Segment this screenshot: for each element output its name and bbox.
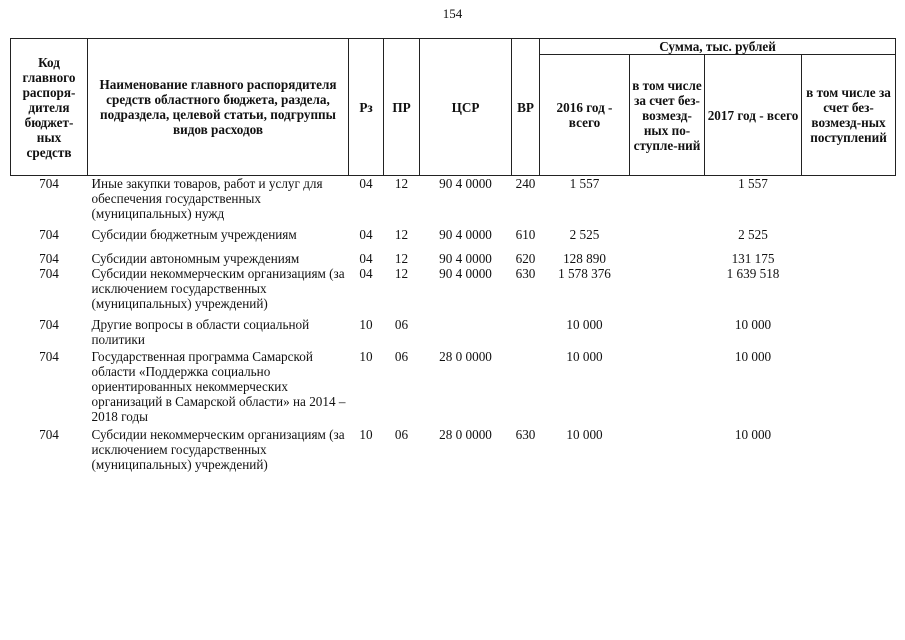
cell-csr — [420, 311, 512, 347]
budget-table — [10, 38, 896, 472]
cell-2017-grant — [802, 221, 896, 245]
cell-code: 704 — [39, 317, 59, 332]
cell-name: Государственная программа Самарской области «Поддержка социально ориентированных некоммерческих организаций в Самарской области» на 2014 – 2018 годы — [91, 349, 346, 424]
cell-2017: 1 639 518 — [726, 266, 780, 281]
cell-code: 704 — [39, 227, 59, 242]
cell-pr: 06 — [394, 427, 409, 442]
cell-2016-grant — [630, 347, 705, 424]
cell-pr: 12 — [394, 266, 409, 281]
cell-2017: 10 000 — [734, 427, 772, 442]
cell-2016-grant — [630, 311, 705, 347]
cell-2017-grant — [802, 266, 896, 311]
cell-2017: 10 000 — [734, 349, 772, 364]
table-body — [11, 176, 896, 473]
cell-csr: 28 0 0000 — [439, 349, 492, 364]
table-row — [11, 266, 896, 311]
cell-code: 704 — [39, 349, 59, 364]
table-row — [11, 221, 896, 245]
cell-2017: 131 175 — [731, 251, 775, 266]
cell-2016: 1 557 — [569, 176, 600, 191]
table-row — [11, 311, 896, 347]
cell-pr: 12 — [394, 227, 409, 242]
cell-code: 704 — [39, 176, 59, 191]
cell-vr: 610 — [515, 227, 536, 242]
cell-2016-grant — [630, 176, 705, 222]
cell-2017-grant — [802, 245, 896, 266]
cell-rz: 04 — [359, 251, 373, 266]
cell-name: Субсидии бюджетным учреждениям — [91, 227, 297, 242]
header-name: Наименование главного распорядителя средств областного бюджета, раздела, подраздела, целевой статьи, подгруппы видов расходов — [88, 39, 349, 176]
cell-vr — [512, 347, 540, 424]
cell-rz: 04 — [359, 176, 373, 191]
cell-name: Субсидии некоммерческим организациям (за исключением государственных (муниципальных) учреждений) — [91, 266, 345, 311]
cell-rz: 10 — [359, 427, 373, 442]
cell-2017: 10 000 — [734, 317, 772, 332]
table-row — [11, 424, 896, 472]
cell-2016: 10 000 — [566, 349, 603, 364]
cell-csr: 90 4 0000 — [439, 251, 492, 266]
cell-2016: 10 000 — [566, 317, 603, 332]
cell-vr: 620 — [515, 251, 536, 266]
cell-2017-grant — [802, 176, 896, 222]
header-code: Код главного распоря-дителя бюджет-ных средств — [11, 39, 88, 176]
cell-code: 704 — [39, 266, 59, 281]
cell-rz: 10 — [359, 349, 373, 364]
cell-name: Субсидии некоммерческим организациям (за исключением государственных (муниципальных) учреждений) — [91, 427, 345, 472]
table-row — [11, 176, 896, 222]
cell-2016-grant — [630, 424, 705, 472]
cell-rz: 04 — [359, 227, 373, 242]
cell-2016-grant — [630, 245, 705, 266]
cell-csr: 28 0 0000 — [439, 427, 492, 442]
page-number: 154 — [442, 6, 463, 21]
cell-2017-grant — [802, 311, 896, 347]
header-rz: Рз — [349, 39, 384, 176]
cell-pr: 06 — [394, 317, 409, 332]
cell-name: Субсидии автономным учреждениям — [91, 251, 300, 266]
header-2016-total: 2016 год - всего — [540, 55, 630, 176]
header-sum-group: Сумма, тыс. рублей — [540, 39, 896, 55]
header-2016-grant: в том числе за счет без-возмезд-ных по-ступле-ний — [630, 55, 705, 176]
header-vr: ВР — [512, 39, 540, 176]
table-row — [11, 347, 896, 424]
cell-vr: 630 — [515, 266, 536, 281]
header-pr: ПР — [384, 39, 420, 176]
cell-vr: 240 — [515, 176, 536, 191]
cell-csr: 90 4 0000 — [439, 227, 492, 242]
cell-2016: 10 000 — [566, 427, 603, 442]
table-row — [11, 245, 896, 266]
cell-code: 704 — [39, 427, 59, 442]
header-csr: ЦСР — [420, 39, 512, 176]
header-2017-grant: в том числе за счет без-возмезд-ных поступлений — [802, 55, 896, 176]
cell-2017-grant — [802, 424, 896, 472]
header-2017-total: 2017 год - всего — [705, 55, 802, 176]
cell-2016: 1 578 376 — [558, 266, 611, 281]
cell-vr — [512, 311, 540, 347]
cell-name: Иные закупки товаров, работ и услуг для обеспечения государственных (муниципальных) нужд — [91, 176, 323, 221]
cell-2016-grant — [630, 221, 705, 245]
cell-pr: 12 — [394, 176, 409, 191]
cell-pr: 12 — [394, 251, 409, 266]
cell-2016: 2 525 — [569, 227, 600, 242]
cell-2016-grant — [630, 266, 705, 311]
cell-2017-grant — [802, 347, 896, 424]
cell-name: Другие вопросы в области социальной политики — [91, 317, 310, 347]
cell-rz: 04 — [359, 266, 373, 281]
cell-vr: 630 — [515, 427, 536, 442]
cell-rz: 10 — [359, 317, 373, 332]
cell-csr: 90 4 0000 — [439, 266, 492, 281]
cell-code: 704 — [39, 251, 59, 266]
cell-2016: 128 890 — [563, 251, 606, 266]
cell-csr: 90 4 0000 — [439, 176, 492, 191]
cell-pr: 06 — [394, 349, 409, 364]
table-header — [11, 39, 896, 176]
cell-2017: 1 557 — [738, 176, 768, 191]
cell-2017: 2 525 — [738, 227, 768, 242]
